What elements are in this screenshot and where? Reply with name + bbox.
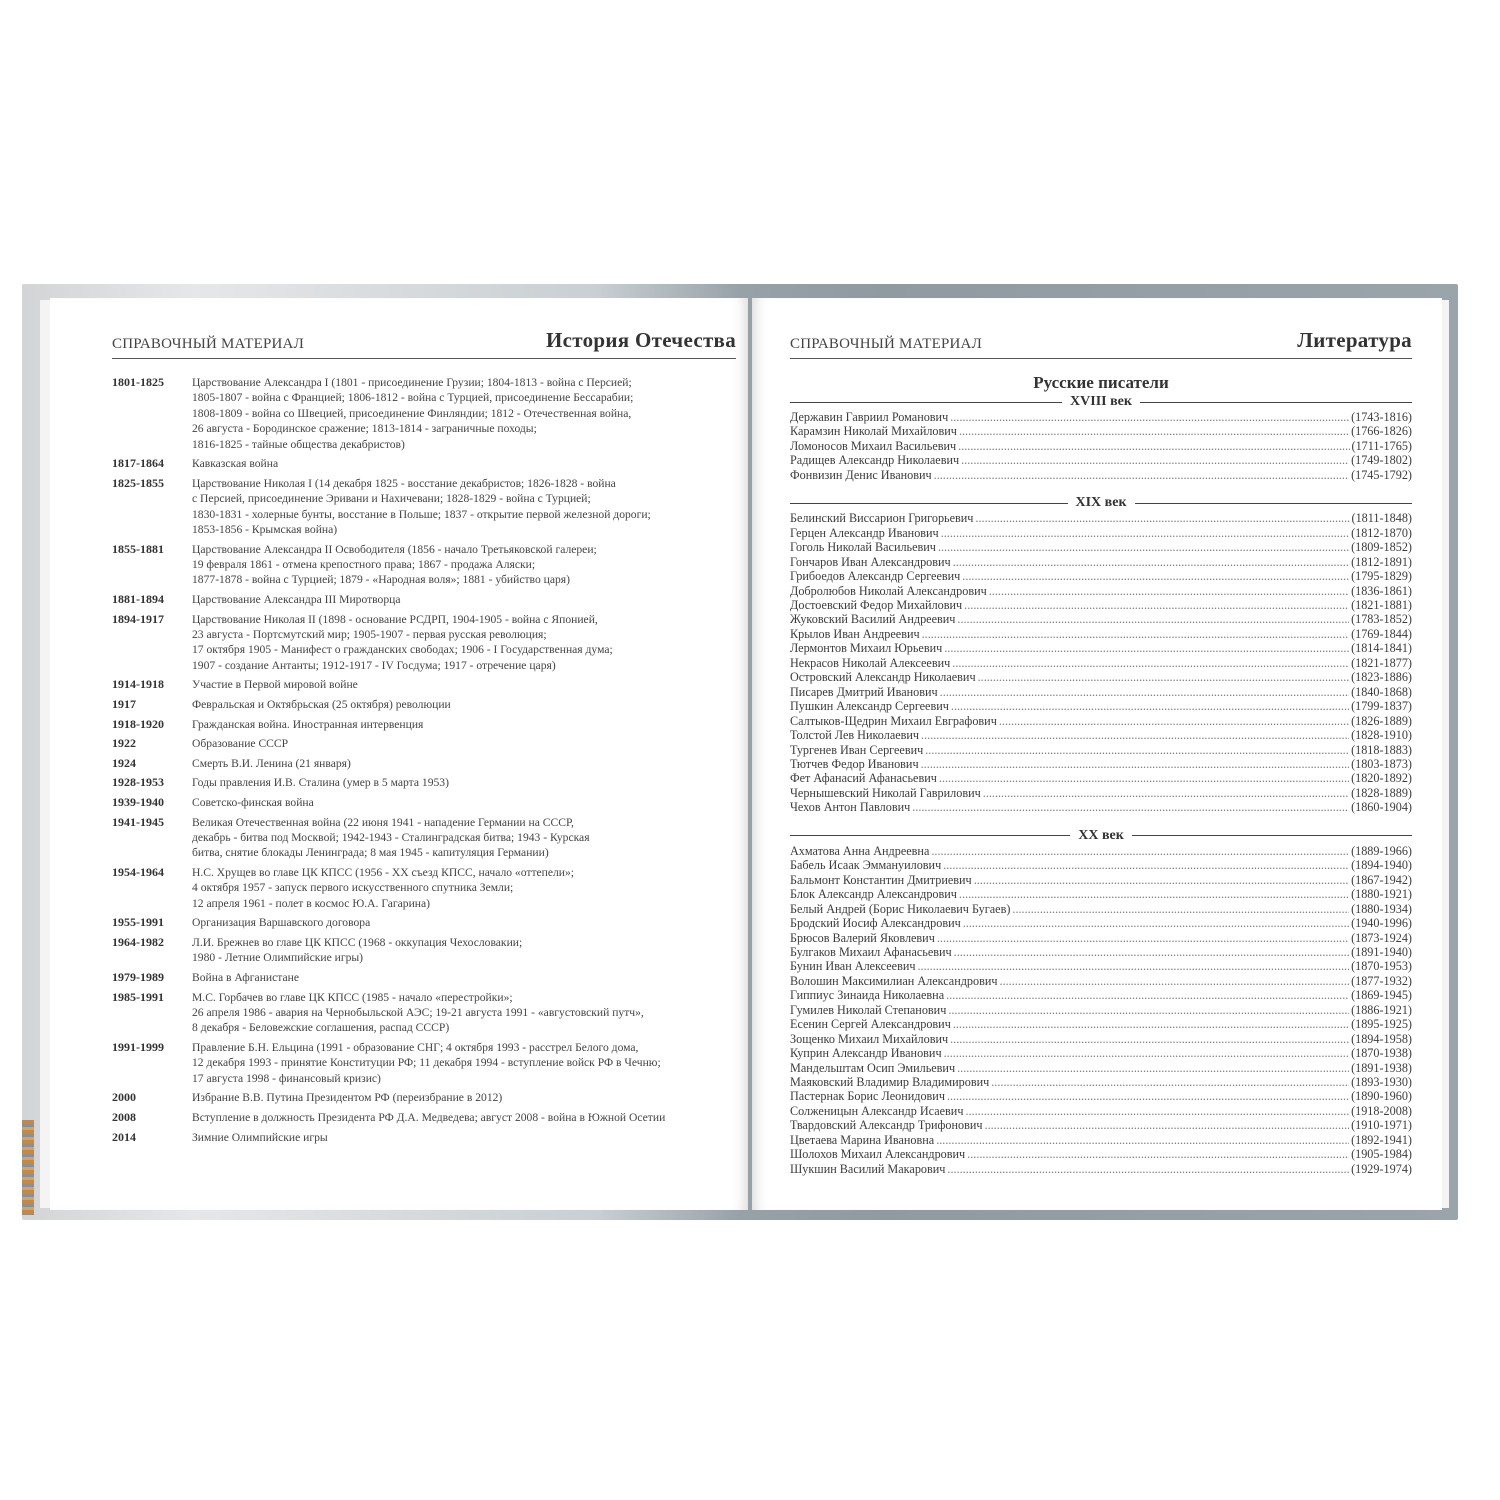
timeline-date: 1801-1825: [112, 375, 164, 389]
writer-row: [790, 555, 1412, 569]
timeline-row: [112, 970, 736, 985]
writer-years: (1795-1829): [1351, 569, 1412, 584]
writer-name: Цветаева Марина Ивановна: [790, 1132, 935, 1147]
timeline-row: [112, 375, 736, 452]
writer-name: Маяковский Владимир Владимирович: [790, 1075, 990, 1090]
timeline-text: Великая Отечественная война (22 июня 1941 - нападение Германии на СССР, декабрь - битва под Москвой; 1942-1943 - Сталинградская битва; 1943 - Курская битва, снятие блокады Ленинграда; 8 мая 1945 - капитуляция Германии): [192, 815, 590, 860]
dot-leader: [959, 887, 1349, 901]
writer-name: Гончаров Иван Александрович: [790, 554, 951, 569]
writer-row: [790, 1104, 1412, 1118]
dot-leader: [957, 1061, 1349, 1075]
left-page-kicker: СПРАВОЧНЫЙ МАТЕРИАЛ: [112, 336, 304, 352]
writer-row: [790, 1046, 1412, 1060]
writer-years: (1894-1940): [1351, 858, 1412, 873]
writer-years: (1895-1925): [1351, 1017, 1412, 1032]
timeline-text: Зимние Олимпийские игры: [192, 1130, 328, 1144]
writer-name: Блок Александр Александрович: [790, 887, 957, 902]
dot-leader: [962, 569, 1349, 583]
writer-name: Толстой Лев Николаевич: [790, 728, 920, 743]
dot-leader: [965, 1104, 1349, 1118]
writer-years: (1905-1984): [1351, 1147, 1412, 1162]
dot-leader: [983, 786, 1349, 800]
timeline-row: [112, 795, 736, 810]
dot-leader: [961, 453, 1349, 467]
dot-leader: [978, 670, 1349, 684]
writer-name: Есенин Сергей Александрович: [790, 1017, 951, 1032]
writer-row: [790, 1147, 1412, 1161]
writer-years: (1867-1942): [1351, 872, 1412, 887]
timeline-date: 1979-1989: [112, 970, 164, 984]
timeline-date: 1918-1920: [112, 716, 164, 731]
timeline-text: Царствование Александра II Освободителя (1856 - начало Третьяковской галереи; 19 февраля 1861 - отмена крепостного права; 1867 - продажа Аляски; 1877-1878 - война с Турцией; 1879 - «Народная воля»; 1881 - убийство царя): [192, 542, 597, 587]
writer-name: Герцен Александр Иванович: [790, 525, 939, 540]
timeline-row: [112, 865, 736, 911]
dot-leader: [922, 627, 1349, 641]
dot-leader: [948, 1003, 1349, 1017]
timeline-row: [112, 935, 736, 966]
writer-row: [790, 858, 1412, 872]
writer-name: Достоевский Федор Михайлович: [790, 597, 963, 612]
writer-name: Ахматова Анна Андреевна: [790, 843, 930, 858]
writer-years: (1809-1852): [1351, 540, 1412, 555]
writer-name: Державин Гавриил Романович: [790, 410, 949, 424]
writer-years: (1743-1816): [1351, 410, 1412, 424]
writer-row: [790, 988, 1412, 1002]
timeline-text: Вступление в должность Президента РФ Д.А. Медведева; август 2008 - война в Южной Осетии: [192, 1111, 666, 1124]
writer-years: (1711-1765): [1351, 438, 1412, 453]
writer-row: [790, 1075, 1412, 1089]
writer-row: [790, 1162, 1412, 1176]
writer-name: Белинский Виссарион Григорьевич: [790, 511, 974, 526]
timeline-row: [112, 1090, 736, 1105]
writer-years: (1811-1848): [1351, 511, 1412, 526]
writer-name: Добролюбов Николай Александрович: [790, 583, 987, 598]
timeline-date: 1985-1991: [112, 989, 164, 1004]
writer-row: [790, 699, 1412, 713]
history-timeline: [112, 375, 736, 1145]
timeline-text: Февральская и Октябрьская (25 октября) революции: [192, 698, 451, 712]
timeline-date: 1964-1982: [112, 935, 164, 949]
writer-name: Пушкин Александр Сергеевич: [790, 699, 949, 714]
century-label: XX век: [1078, 827, 1124, 843]
writer-years: (1745-1792): [1351, 467, 1412, 482]
left-page-header: [112, 328, 736, 359]
writer-name: Грибоедов Александр Сергеевич: [790, 569, 961, 584]
timeline-text: Н.С. Хрущев во главе ЦК КПСС (1956 - XX съезд КПСС, начало «оттепели»; 4 октября 1957 - запуск первого искусственного спутника Земли; 12 апреля 1961 - полет в космос Ю.А. Гагарина): [192, 866, 575, 910]
writer-name: Тютчев Федор Иванович: [790, 756, 919, 771]
right-page-header: [790, 328, 1412, 359]
writer-years: (1894-1958): [1351, 1031, 1412, 1046]
writer-years: (1860-1904): [1351, 800, 1412, 815]
dot-leader: [991, 1075, 1349, 1089]
timeline-text: Правление Б.Н. Ельцина (1991 - образование СНГ; 4 октября 1993 - расстрел Белого дома, 12 декабря 1993 - принятие Конституции РФ; 11 декабря 1994 - вступление войск РФ в Чечню; 17 августа 1998 - финансовый кризис): [192, 1041, 661, 1085]
writer-name: Бунин Иван Алексеевич: [790, 959, 916, 974]
timeline-text: Л.И. Брежнев во главе ЦК КПСС (1968 - оккупация Чехословакии; 1980 - Летние Олимпийские игры): [192, 936, 523, 965]
writer-years: (1890-1960): [1351, 1089, 1412, 1104]
writer-row: [790, 743, 1412, 757]
writer-row: [790, 844, 1412, 858]
writer-name: Карамзин Николай Михайлович: [790, 424, 957, 439]
writer-row: [790, 685, 1412, 699]
timeline-row: [112, 677, 736, 692]
dot-leader: [944, 1046, 1349, 1060]
writer-row: [790, 1133, 1412, 1147]
writer-years: (1892-1941): [1351, 1132, 1412, 1147]
century-label: XIX век: [1075, 495, 1127, 511]
dot-leader: [957, 612, 1349, 626]
writer-name: Шолохов Михаил Александрович: [790, 1147, 966, 1162]
dot-leader: [925, 743, 1349, 757]
timeline-date: 1825-1855: [112, 475, 164, 490]
timeline-row: [112, 1110, 736, 1125]
writer-name: Пастернак Борис Леонидович: [790, 1089, 945, 1104]
writer-years: (1893-1930): [1351, 1075, 1412, 1090]
writer-row: [790, 526, 1412, 540]
timeline-date: 1881-1894: [112, 592, 164, 607]
writer-row: [790, 728, 1412, 742]
timeline-text: Смерть В.И. Ленина (21 января): [192, 756, 351, 770]
dot-leader: [952, 656, 1349, 670]
writer-row: [790, 424, 1412, 438]
writer-row: [790, 569, 1412, 583]
writer-years: (1929-1974): [1351, 1161, 1412, 1176]
writer-years: (1783-1852): [1351, 612, 1412, 627]
writer-row: [790, 757, 1412, 771]
timeline-text: Годы правления И.В. Сталина (умер в 5 марта 1953): [192, 776, 449, 790]
timeline-row: [112, 612, 736, 674]
timeline-row: [112, 592, 736, 607]
timeline-date: 2008: [112, 1110, 136, 1124]
dot-leader: [953, 555, 1349, 569]
timeline-row: [112, 756, 736, 771]
writer-row: [790, 1061, 1412, 1075]
writer-row: [790, 887, 1412, 901]
century-heading: [790, 828, 1412, 844]
dot-leader: [921, 728, 1349, 742]
timeline-row: [112, 775, 736, 790]
writer-row: [790, 598, 1412, 612]
timeline-date: 1922: [112, 736, 136, 751]
left-page-title: История Отечества: [545, 328, 736, 352]
dot-leader: [947, 1162, 1349, 1176]
writer-name: Булгаков Михаил Афанасьевич: [790, 944, 952, 959]
dot-leader: [946, 988, 1349, 1002]
writer-name: Жуковский Василий Андреевич: [790, 612, 956, 627]
writer-years: (1880-1934): [1351, 901, 1412, 916]
writer-row: [790, 670, 1412, 684]
writer-name: Салтыков-Щедрин Михаил Евграфович: [790, 713, 997, 728]
timeline-row: [112, 990, 736, 1036]
writer-row: [790, 468, 1412, 482]
writer-years: (1828-1889): [1351, 785, 1412, 800]
dot-leader: [940, 685, 1349, 699]
writer-row: [790, 1003, 1412, 1017]
timeline-text: Образование СССР: [192, 737, 289, 751]
writer-name: Волошин Максимилиан Александрович: [790, 973, 998, 988]
dot-leader: [954, 945, 1349, 959]
writer-years: (1870-1953): [1351, 959, 1412, 974]
writer-name: Бабель Исаак Эммануилович: [790, 858, 942, 873]
dot-leader: [975, 511, 1349, 525]
dot-leader: [939, 771, 1349, 785]
writer-name: Бродский Иосиф Александрович: [790, 916, 961, 931]
writer-years: (1828-1910): [1351, 728, 1412, 743]
writer-name: Островский Александр Николаевич: [790, 670, 976, 685]
writer-years: (1840-1868): [1351, 684, 1412, 699]
writer-years: (1820-1892): [1351, 771, 1412, 786]
writer-years: (1891-1940): [1351, 944, 1412, 959]
timeline-date: 2014: [112, 1129, 136, 1144]
dot-leader: [934, 468, 1349, 482]
dot-leader: [944, 641, 1349, 655]
timeline-text: Царствование Александра III Миротворца: [192, 593, 401, 607]
writer-name: Фонвизин Денис Иванович: [790, 467, 932, 482]
timeline-row: [112, 476, 736, 538]
writers-century-list: [790, 511, 1412, 815]
timeline-date: 1928-1953: [112, 775, 164, 790]
dot-leader: [1012, 902, 1349, 916]
timeline-text: Война в Афганистане: [192, 971, 299, 984]
writer-years: (1940-1996): [1351, 916, 1412, 931]
right-page-kicker: СПРАВОЧНЫЙ МАТЕРИАЛ: [790, 336, 982, 352]
timeline-row: [112, 542, 736, 588]
writer-name: Чехов Антон Павлович: [790, 800, 911, 815]
timeline-text: Участие в Первой мировой войне: [192, 678, 358, 692]
writer-name: Брюсов Валерий Яковлевич: [790, 930, 935, 945]
writer-name: Шукшин Василий Макарович: [790, 1161, 946, 1176]
writer-years: (1869-1945): [1351, 988, 1412, 1003]
dot-leader: [953, 1017, 1349, 1031]
writer-row: [790, 800, 1412, 814]
writer-row: [790, 1032, 1412, 1046]
writer-row: [790, 641, 1412, 655]
timeline-date: 1991-1999: [112, 1040, 164, 1054]
writer-years: (1814-1841): [1351, 641, 1412, 656]
writer-name: Ломоносов Михаил Васильевич: [790, 438, 957, 453]
writer-name: Гиппиус Зинаида Николаевна: [790, 988, 945, 1003]
writer-years: (1769-1844): [1351, 626, 1412, 641]
writer-row: [790, 945, 1412, 959]
writer-row: [790, 786, 1412, 800]
left-page: [50, 298, 748, 1210]
writer-name: Зощенко Михаил Михайлович: [790, 1031, 949, 1046]
writer-row: [790, 974, 1412, 988]
writer-row: [790, 902, 1412, 916]
writer-name: Белый Андрей (Борис Николаевич Бугаев): [790, 901, 1011, 916]
writer-row: [790, 959, 1412, 973]
dot-leader: [937, 931, 1349, 945]
writer-name: Крылов Иван Андреевич: [790, 626, 920, 641]
writer-years: (1812-1870): [1351, 525, 1412, 540]
dot-leader: [958, 439, 1349, 453]
writers-century-list: [790, 410, 1412, 482]
writers-century-list: [790, 844, 1412, 1176]
writer-row: [790, 931, 1412, 945]
writer-row: [790, 453, 1412, 467]
timeline-text: Организация Варшавского договора: [192, 916, 371, 930]
timeline-text: Избрание В.В. Путина Президентом РФ (переизбрание в 2012): [192, 1091, 503, 1105]
timeline-row: [112, 1040, 736, 1086]
writer-years: (1803-1873): [1351, 756, 1412, 771]
writer-name: Писарев Дмитрий Иванович: [790, 684, 938, 699]
writer-name: Бальмонт Константин Дмитриевич: [790, 872, 972, 887]
writer-name: Чернышевский Николай Гаврилович: [790, 785, 981, 800]
writer-years: (1886-1921): [1351, 1002, 1412, 1017]
century-heading: [790, 394, 1412, 410]
writer-years: (1823-1886): [1351, 670, 1412, 685]
dot-leader: [936, 1133, 1349, 1147]
writer-row: [790, 511, 1412, 525]
writer-row: [790, 714, 1412, 728]
timeline-text: М.С. Горбачев во главе ЦК КПСС (1985 - начало «перестройки»; 26 апреля 1986 - авария на Чернобыльской АЭС; 19-21 августа 1991 - «августовский путч», 8 декабря - Беловежские соглашения, распад СССР): [192, 990, 644, 1035]
writer-name: Гоголь Николай Васильевич: [790, 540, 936, 555]
timeline-row: [112, 1130, 736, 1145]
timeline-text: Кавказская война: [192, 457, 279, 471]
dot-leader: [931, 844, 1349, 858]
timeline-date: 1954-1964: [112, 865, 164, 879]
writers-section-title: Русские писатели: [1033, 373, 1169, 392]
dot-leader: [950, 1032, 1349, 1046]
dot-leader: [1000, 974, 1350, 988]
right-page-title: Литература: [1297, 328, 1412, 352]
writer-name: Мандельштам Осип Эмильевич: [790, 1060, 956, 1075]
dot-leader: [943, 858, 1349, 872]
writer-row: [790, 916, 1412, 930]
dot-leader: [938, 540, 1349, 554]
timeline-row: [112, 697, 736, 712]
writer-row: [790, 627, 1412, 641]
timeline-row: [112, 717, 736, 732]
writer-years: (1812-1891): [1351, 554, 1412, 569]
writer-row: [790, 656, 1412, 670]
writer-name: Фет Афанасий Афанасьевич: [790, 771, 937, 786]
dot-leader: [999, 714, 1349, 728]
writer-name: Гумилев Николай Степанович: [790, 1002, 947, 1017]
dot-leader: [964, 598, 1349, 612]
writer-years: (1818-1883): [1351, 742, 1412, 757]
writer-row: [790, 1118, 1412, 1132]
writer-years: (1873-1924): [1351, 930, 1412, 945]
timeline-date: 1894-1917: [112, 611, 164, 626]
writer-row: [790, 771, 1412, 785]
writer-name: Тургенев Иван Сергеевич: [790, 742, 924, 757]
timeline-date: 1955-1991: [112, 915, 164, 930]
writer-name: Радищев Александр Николаевич: [790, 453, 960, 468]
timeline-row: [112, 915, 736, 930]
writer-years: (1880-1921): [1351, 887, 1412, 902]
dot-leader: [912, 800, 1349, 814]
writer-years: (1821-1877): [1351, 655, 1412, 670]
dot-leader: [950, 410, 1349, 424]
timeline-text: Советско-финская война: [192, 796, 314, 809]
writer-years: (1826-1889): [1351, 713, 1412, 728]
writer-name: Солженицын Александр Исаевич: [790, 1103, 964, 1118]
dot-leader: [959, 424, 1349, 438]
dot-leader: [951, 699, 1349, 713]
dot-leader: [967, 1147, 1349, 1161]
writer-name: Некрасов Николай Алексеевич: [790, 655, 951, 670]
writer-years: (1799-1837): [1351, 699, 1412, 714]
timeline-date: 1924: [112, 755, 136, 770]
dot-leader: [921, 757, 1349, 771]
dot-leader: [917, 959, 1349, 973]
timeline-row: [112, 815, 736, 861]
dot-leader: [947, 1089, 1349, 1103]
writer-years: (1766-1826): [1351, 424, 1412, 439]
timeline-date: 1939-1940: [112, 795, 164, 809]
writer-row: [790, 410, 1412, 424]
writer-years: (1891-1938): [1351, 1060, 1412, 1075]
timeline-date: 1817-1864: [112, 456, 164, 471]
timeline-date: 1914-1918: [112, 677, 164, 692]
writer-years: (1749-1802): [1351, 453, 1412, 468]
writer-years: (1910-1971): [1351, 1118, 1412, 1133]
writer-years: (1877-1932): [1351, 973, 1412, 988]
dot-leader: [985, 1118, 1350, 1132]
timeline-date: 1917: [112, 697, 136, 712]
timeline-date: 1855-1881: [112, 541, 164, 556]
writer-row: [790, 584, 1412, 598]
dot-leader: [974, 873, 1349, 887]
timeline-text: Царствование Александра I (1801 - присоединение Грузии; 1804-1813 - война с Персией; 1805-1807 - война с Францией; 1806-1812 - война с Турцией, присоединение Бессарабии; 1808-1809 - война со Швецией, присоединение Финляндии; 1812 - Отечественная война, 26 августа - Бородинское сражение; 1813-1814 - заграничные походы; 1816-1825 - тайные общества декабристов): [192, 376, 634, 451]
writer-years: (1889-1966): [1351, 843, 1412, 858]
timeline-row: [112, 736, 736, 751]
writer-years: (1821-1881): [1351, 597, 1412, 612]
writer-row: [790, 873, 1412, 887]
century-heading: [790, 495, 1412, 511]
writer-row: [790, 540, 1412, 554]
writer-row: [790, 1017, 1412, 1031]
timeline-text: Царствование Николая II (1898 - основание РСДРП, 1904-1905 - война с Японией, 23 августа - Портсмутский мир; 1905-1907 - первая русская революция; 17 октября 1905 - Манифест о гражданских свободах; 1906 - I Государственная дума; 1907 - создание Антанты; 1912-1917 - IV Госдума; 1917 - отречение царя): [192, 612, 613, 672]
dot-leader: [941, 526, 1349, 540]
timeline-text: Гражданская война. Иностранная интервенция: [192, 717, 424, 731]
writer-row: [790, 1089, 1412, 1103]
dot-leader: [989, 584, 1349, 598]
right-page: [752, 298, 1442, 1210]
writers-list: [790, 394, 1412, 1176]
writer-row: [790, 612, 1412, 626]
writer-name: Куприн Александр Иванович: [790, 1046, 942, 1061]
writer-years: (1836-1861): [1351, 583, 1412, 598]
writer-name: Лермонтов Михаил Юрьевич: [790, 641, 943, 656]
timeline-row: [112, 456, 736, 471]
writer-row: [790, 439, 1412, 453]
writer-years: (1870-1938): [1351, 1046, 1412, 1061]
writer-years: (1918-2008): [1351, 1103, 1412, 1118]
century-label: XVIII век: [1070, 394, 1132, 409]
timeline-text: Царствование Николая I (14 декабря 1825 - восстание декабристов; 1826-1828 - война с Персией, присоединение Эривани и Нахичевани; 1828-1829 - война с Турцией; 1830-1831 - холерные бунты, восстание в Польше; 1837 - открытие первой железной дороги; 1853-1856 - Крымская война): [192, 476, 651, 537]
timeline-date: 2000: [112, 1090, 136, 1105]
cover-edge-stripes: [22, 1120, 34, 1215]
timeline-date: 1941-1945: [112, 814, 164, 829]
writer-name: Твардовский Александр Трифонович: [790, 1118, 983, 1133]
dot-leader: [963, 916, 1349, 930]
